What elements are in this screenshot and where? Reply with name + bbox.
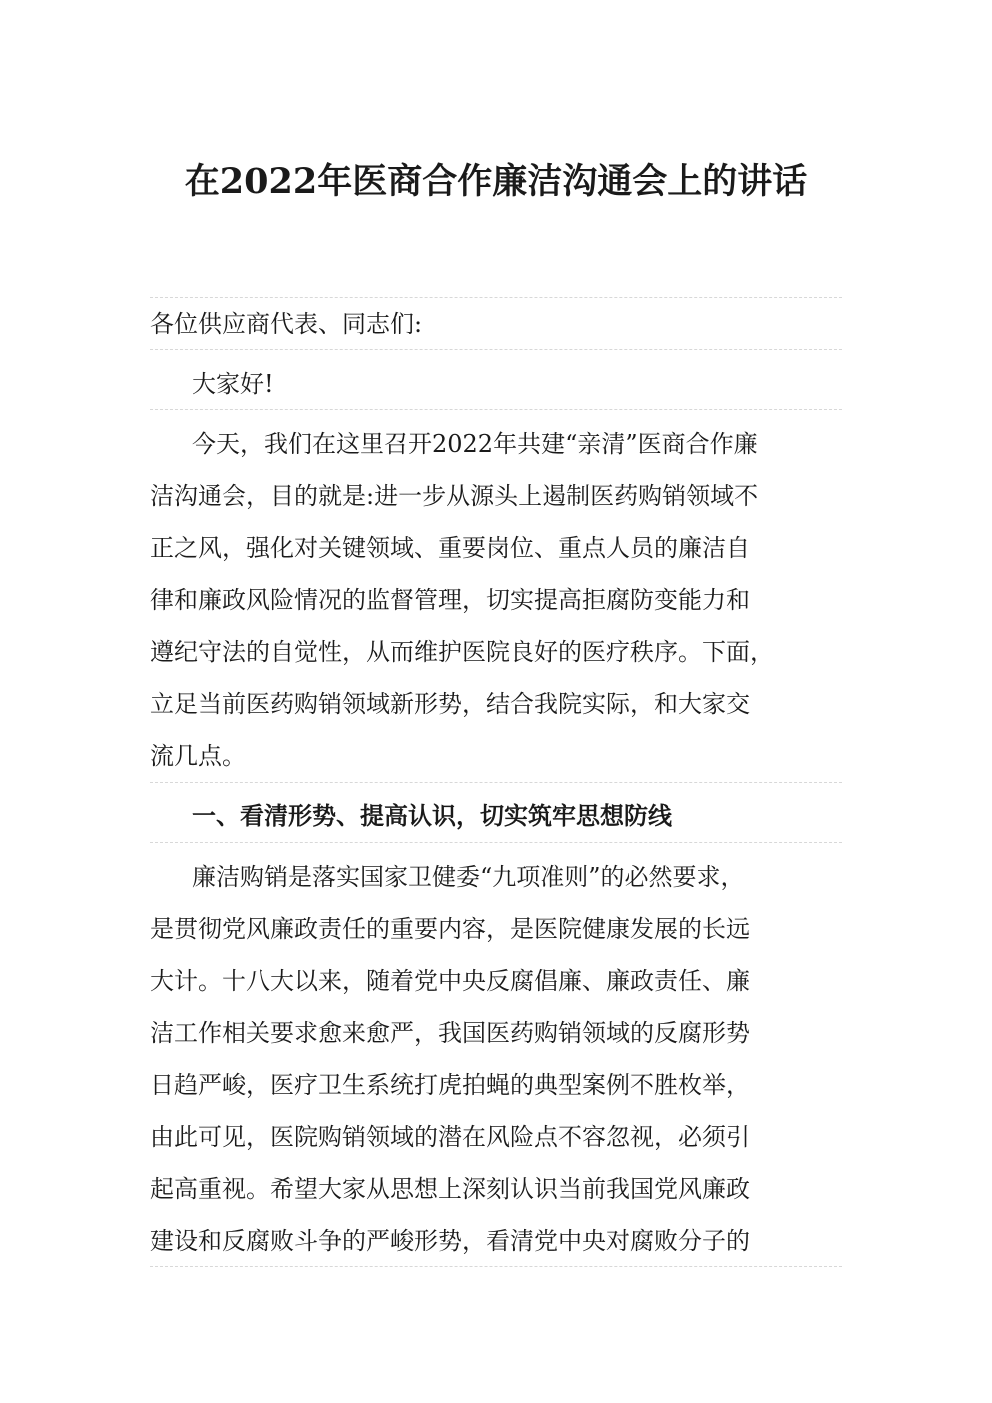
document-title: 在2022年医商合作廉洁沟通会上的讲话 <box>184 161 808 202</box>
section-heading: 一、看清形势、提高认识，切实筑牢思想防线 <box>192 801 672 830</box>
paragraph-line: 起高重视。希望大家从思想上深刻认识当前我国党风廉政 <box>150 1175 750 1203</box>
paragraph-line: 流几点。 <box>150 742 246 770</box>
paragraph-line: 洁工作相关要求愈来愈严，我国医药购销领域的反腐形势 <box>150 1019 750 1047</box>
paragraph-line: 由此可见，医院购销领域的潜在风险点不容忽视，必须引 <box>150 1123 750 1151</box>
divider <box>150 842 842 843</box>
paragraph-line: 今天，我们在这里召开2022年共建“亲清”医商合作廉 <box>192 430 758 458</box>
paragraph-line: 是贯彻党风廉政责任的重要内容，是医院健康发展的长远 <box>150 915 750 943</box>
divider <box>150 349 842 350</box>
paragraph-line: 洁沟通会，目的就是:进一步从源头上遏制医药购销领域不 <box>150 482 759 510</box>
greeting: 大家好! <box>192 370 274 398</box>
paragraph-line: 遵纪守法的自觉性，从而维护医院良好的医疗秩序。下面， <box>150 638 774 666</box>
paragraph-line: 建设和反腐败斗争的严峻形势，看清党中央对腐败分子的 <box>150 1227 750 1255</box>
paragraph-line: 日趋严峻，医疗卫生系统打虎拍蝇的典型案例不胜枚举， <box>150 1071 750 1099</box>
paragraph-line: 律和廉政风险情况的监督管理，切实提高拒腐防变能力和 <box>150 586 750 614</box>
paragraph-line: 廉洁购销是落实国家卫健委“九项准则”的必然要求， <box>192 863 745 891</box>
divider <box>150 782 842 783</box>
paragraph-line: 立足当前医药购销领域新形势，结合我院实际，和大家交 <box>150 690 750 718</box>
divider <box>150 409 842 410</box>
salutation: 各位供应商代表、同志们: <box>150 310 423 338</box>
divider <box>150 1266 842 1267</box>
divider <box>150 297 842 298</box>
paragraph-line: 正之风，强化对关键领域、重要岗位、重点人员的廉洁自 <box>150 534 750 562</box>
paragraph-line: 大计。十八大以来，随着党中央反腐倡廉、廉政责任、廉 <box>150 967 750 995</box>
